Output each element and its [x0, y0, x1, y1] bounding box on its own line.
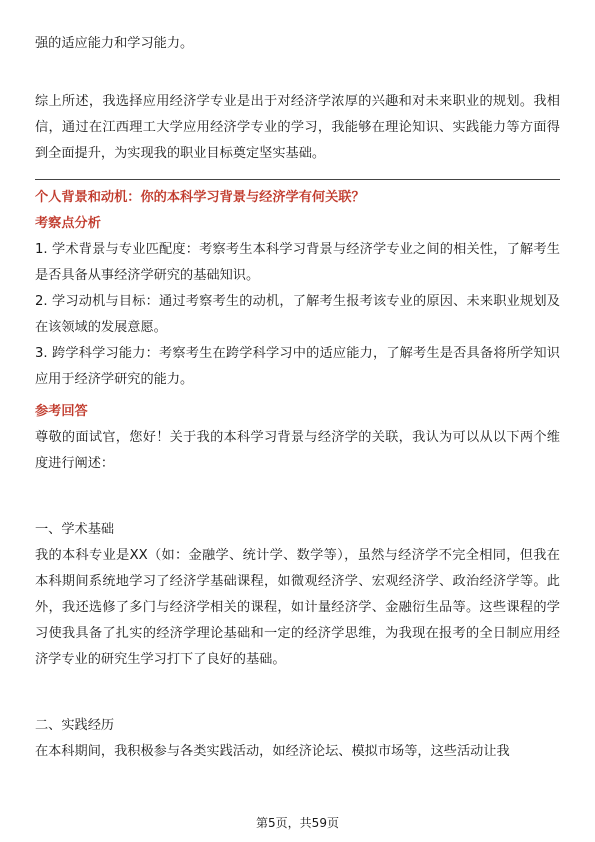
question-title: 个人背景和动机：你的本科学习背景与经济学有何关联？: [35, 190, 365, 205]
analysis-point: 2. 学习动机与目标：通过考察考生的动机，了解考生报考该专业的原因、未来职业规划及在该领域的发展意愿。: [35, 294, 560, 335]
analysis-heading: 考察点分析: [35, 216, 101, 231]
page-number: 第5页，共59页: [256, 816, 339, 830]
analysis-point: 1. 学术背景与专业匹配度：考察考生本科学习背景与经济学专业之间的相关性，了解考生是否具备从事经济学研究的基础知识。: [35, 242, 560, 283]
analysis-point: 3. 跨学科学习能力：考察考生在跨学科学习中的适应能力，了解考生是否具备将所学知识应用于经济学研究的能力。: [35, 346, 560, 387]
section-body: 在本科期间，我积极参与各类实践活动，如经济论坛、模拟市场等，这些活动让我: [35, 744, 510, 759]
answer-heading: 参考回答: [35, 404, 88, 419]
section-title: 一、学术基础: [35, 522, 115, 537]
answer-intro: 尊敬的面试官，您好！关于我的本科学习背景与经济学的关联，我认为可以从以下两个维度进行阐述：: [35, 430, 560, 471]
text-line: 强的适应能力和学习能力。: [35, 36, 194, 51]
section-title: 二、实践经历: [35, 718, 115, 733]
section-body: 我的本科专业是XX（如：金融学、统计学、数学等），虽然与经济学不完全相同，但我在本科期间系统地学习了经济学基础课程，如微观经济学、宏观经济学、政治经济学等。此外，我还选修了多门与经济学相关的课程，如计量经济学、金融衍生品等。这些课程的学习使我具备了扎实的经济学理论基础和一定的经济学思维，为我现在报考的全日制应用经济学专业的研究生学习打下了良好的基础。: [35, 548, 560, 667]
summary-paragraph: 综上所述，我选择应用经济学专业是出于对经济学浓厚的兴趣和对未来职业的规划。我相信，通过在江西理工大学应用经济学专业的学习，我能够在理论知识、实践能力等方面得到全面提升，为实现我的职业目标奠定坚实基础。: [35, 94, 560, 161]
document-page: [35, 0, 560, 765]
